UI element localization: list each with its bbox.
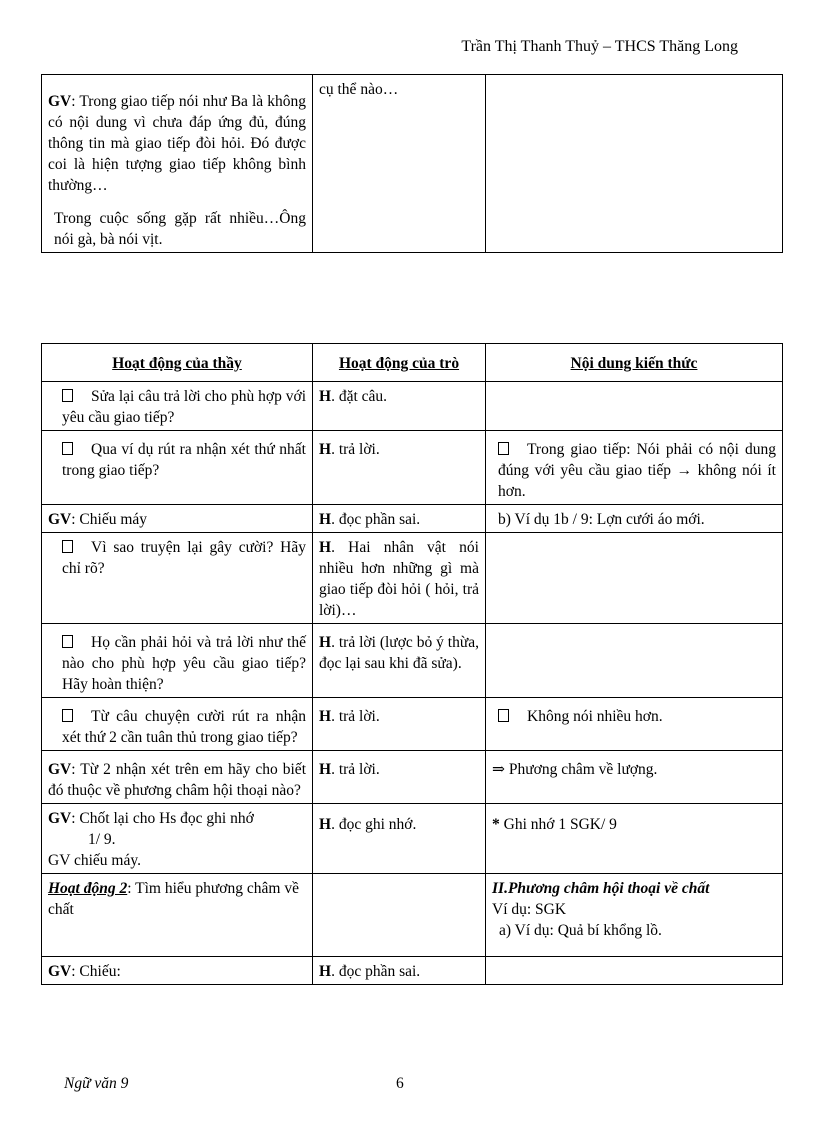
h-label: H [319,634,332,651]
teacher-cell [42,382,313,431]
teacher-text: 1/ 9. [88,831,116,848]
table-row [42,624,783,698]
checkbox-bullet-icon [62,389,73,402]
teacher-text: : Tìm hiểu phương châm về chất [48,880,299,918]
table-header-row [42,344,783,382]
teacher-cell [42,624,313,698]
star-marker: * [492,816,500,833]
teacher-text: Trong cuộc sống gặp rất nhiều…Ông nói gà, bà nói vịt. [54,210,306,248]
table-row [42,804,783,874]
content-cell [486,804,783,874]
content-cell [486,533,783,624]
checkbox-bullet-icon [62,442,73,455]
table-row [42,751,783,804]
teacher-text: : Từ 2 nhận xét trên em hãy cho biết đó thuộc về phương châm hội thoại nào? [48,761,306,799]
page-header: Trần Thị Thanh Thuỷ – THCS Thăng Long [461,38,738,55]
gv-label: GV [48,93,72,110]
checkbox-bullet-icon [62,540,73,553]
checkbox-bullet-icon [498,709,509,722]
table-row [42,431,783,505]
h-label: H [319,511,332,528]
h-label: H [319,816,332,833]
activity-label: Hoạt động 2 [48,880,128,897]
teacher-text: GV chiếu máy. [48,852,141,869]
content-cell [486,382,783,431]
table-row [42,957,783,985]
content-text: Ghi nhớ 1 SGK/ 9 [499,816,617,833]
student-text: . đọc phần sai. [331,963,421,980]
student-text: . trả lời. [331,761,380,778]
teacher-text: Từ câu chuyện cười rút ra nhận xét thứ 2 cần tuân thủ trong giao tiếp? [62,708,306,746]
lesson-table [41,343,783,985]
gv-label: GV [48,761,72,778]
content-text: Không nói nhiều hơn. [527,708,663,725]
gv-label: GV [48,511,72,528]
h-label: H [319,539,332,556]
checkbox-bullet-icon [62,709,73,722]
h-label: H [319,761,332,778]
gv-label: GV [48,810,72,827]
student-cell [313,382,486,431]
student-cell [313,874,486,957]
student-text: . đặt câu. [331,388,388,405]
page-number: 6 [396,1075,404,1092]
teacher-cell [42,505,313,533]
table-row [42,874,783,957]
teacher-cell [42,698,313,751]
content-cell [486,505,783,533]
checkbox-bullet-icon [62,635,73,648]
student-cell [313,431,486,505]
teacher-text: Qua ví dụ rút ra nhận xét thứ nhất trong giao tiếp? [62,441,306,479]
student-cell [313,698,486,751]
gv-label: GV [48,963,72,980]
column-header-content: Nội dung kiến thức [486,344,783,382]
column-header-teacher: Hoạt động của thầy [42,344,313,382]
teacher-text: Sửa lại câu trả lời cho phù hợp với yêu cầu giao tiếp? [62,388,306,426]
student-cell [313,75,486,253]
student-cell [313,751,486,804]
column-header-student: Hoạt động của trò [313,344,486,382]
student-text: cụ thể nào… [319,81,399,98]
student-text: . trả lời. [331,441,380,458]
student-cell [313,533,486,624]
content-cell [486,874,783,957]
content-cell [486,75,783,253]
student-cell [313,624,486,698]
student-text: . trả lời (lược bỏ ý thừa, đọc lại sau khi đã sửa). [319,634,479,672]
content-cell [486,698,783,751]
teacher-cell [42,198,313,253]
table-row [42,382,783,431]
student-cell [313,957,486,985]
h-label: H [319,441,332,458]
content-text: b) Ví dụ 1b / 9: Lợn cưới áo mới. [498,511,705,528]
h-label: H [319,388,332,405]
student-cell [313,505,486,533]
h-label: H [319,963,332,980]
table-row [42,698,783,751]
table-row [42,505,783,533]
section-title: II.Phương châm hội thoại về chất [492,880,710,897]
teacher-cell [42,957,313,985]
teacher-cell [42,79,313,198]
checkbox-bullet-icon [498,442,509,455]
continued-table [41,74,783,253]
student-text: . Hai nhân vật nói nhiều hơn những gì mà giao tiếp đòi hỏi ( hỏi, trả lời)… [319,539,479,619]
h-label: H [319,708,332,725]
student-text: . trả lời. [331,708,380,725]
student-cell [313,804,486,874]
teacher-cell [42,874,313,957]
teacher-text: : Chốt lại cho Hs đọc ghi nhớ [71,810,254,827]
teacher-text: : Chiếu: [71,963,121,980]
content-text: ⇒ Phương châm về lượng. [492,761,658,778]
teacher-text: : Chiếu máy [71,511,148,528]
content-cell [486,751,783,804]
teacher-text: Họ cần phải hỏi và trả lời như thế nào cho phù hợp yêu cầu giao tiếp? Hãy hoàn thiện? [62,634,306,693]
teacher-cell [42,804,313,874]
student-text: . đọc ghi nhớ. [331,816,417,833]
teacher-cell [42,431,313,505]
teacher-text: : Trong giao tiếp nói như Ba là không có nội dung vì chưa đáp ứng đủ, đúng thông tin mà giao tiếp đòi hỏi. Đó được coi là hiện tượng giao tiếp không bình thường… [48,93,306,194]
content-text: a) Ví dụ: Quả bí khổng lồ. [499,922,662,939]
teacher-cell [42,533,313,624]
student-text: . đọc phần sai. [331,511,421,528]
table-row [42,533,783,624]
content-text: Trong giao tiếp: Nói phải có nội dung đúng với yêu cầu giao tiếp → không nói ít hơn. [498,441,776,500]
teacher-text: Vì sao truyện lại gây cười? Hãy chỉ rõ? [62,539,306,577]
teacher-cell [42,751,313,804]
footer-subject: Ngữ văn 9 [64,1075,129,1092]
content-cell [486,624,783,698]
content-cell [486,431,783,505]
content-cell [486,957,783,985]
content-text: Ví dụ: SGK [492,901,567,918]
